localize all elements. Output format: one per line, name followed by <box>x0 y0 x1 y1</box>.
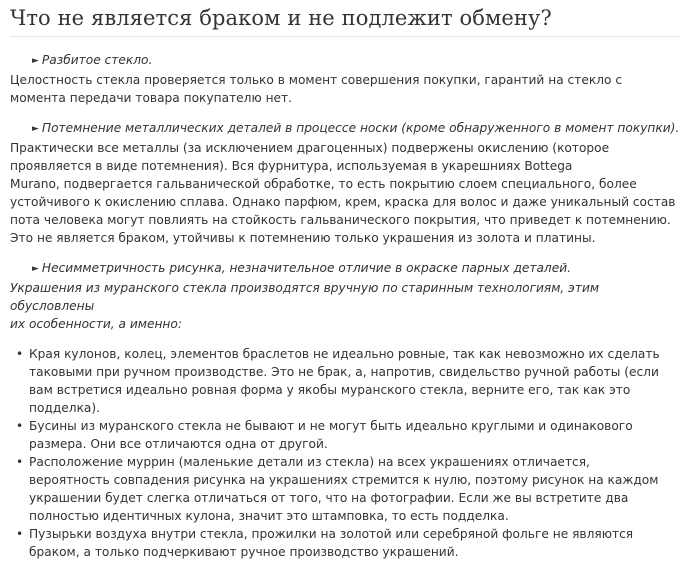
bullet-icon: • <box>16 347 24 361</box>
section-heading <box>10 119 680 139</box>
section-asymmetry <box>10 259 680 333</box>
article-body <box>10 51 680 561</box>
list-item <box>10 345 680 417</box>
list-item <box>10 525 680 561</box>
arrow-right-icon: ► <box>32 264 39 274</box>
section-heading-text: Потемнение металлических деталей в процессе носки (кроме обнаруженного в момент покупки). <box>41 121 680 135</box>
paragraph-line: момента передачи товара покупателю нет. <box>10 91 293 105</box>
paragraph-line: их особенности, а именно: <box>10 317 182 331</box>
paragraph-line: Украшения из муранского стекла производятся вручную по старинным технологиям, этим обусловлены <box>10 281 600 313</box>
list-item-line: Края кулонов, колец, элементов браслетов не идеально ровные, так как невозможно их сделать <box>29 347 660 361</box>
paragraph-line: пота человека могут повлиять на стойкость гальванического покрытия, что приведет к потемнению. <box>10 213 671 227</box>
list-item-line: полностью идентичных кулона, значит это штамповка, то есть подделка. <box>29 509 509 523</box>
page-title: Что не является браком и не подлежит обмену? <box>10 0 680 37</box>
list-item-line: Пузырьки воздуха внутри стекла, прожилки на золотой или серебряной фольге не являются <box>29 527 634 541</box>
list-item-line: украшении будет слегка отличаться от того, что на фотографии. Если же вы встретите два <box>29 491 629 505</box>
paragraph-line: Murano, подвергается гальванической обработке, то есть покрытию слоем специального, более <box>10 177 637 191</box>
list-item-line: подделка). <box>29 401 101 415</box>
section-heading <box>10 259 680 279</box>
list-item-line: размера. Они все отличаются одна от другой. <box>29 437 328 451</box>
paragraph-line: Практически все металлы (за исключением драгоценных) подвержены окислению (которое <box>10 141 610 155</box>
paragraph-line: устойчивого к окислению сплава. Однако парфюм, крем, краска для волос и даже уникальный состав <box>10 195 676 209</box>
arrow-right-icon: ► <box>32 56 39 66</box>
list-item-line: вам встретися идеально ровная форма у якобы муранского стекла, верните его, так как это <box>29 383 631 397</box>
list-item-line: браком, а только подчеркивают ручное производство украшений. <box>29 545 459 559</box>
list-item-line: Расположение муррин (маленькие детали из стекла) на всех украшениях отличается, <box>29 455 590 469</box>
bullet-icon: • <box>16 455 24 469</box>
bullet-icon: • <box>16 527 24 541</box>
section-metal-darkening <box>10 119 680 247</box>
features-list <box>10 345 680 561</box>
paragraph-line: Это не является браком, утойчивы к потемнению только украшения из золота и платины. <box>10 231 596 245</box>
list-item <box>10 417 680 453</box>
list-item <box>10 453 680 525</box>
list-item-line: вероятность совпадения рисунка на украшениях стремится к нулю, поэтому рисунок на каждом <box>29 473 659 487</box>
paragraph-line: проявляется в виде потемнения). Вся фурнитура, используемая в укарешниях Bottega <box>10 159 573 173</box>
bullet-icon: • <box>16 419 24 433</box>
section-broken-glass <box>10 51 680 107</box>
section-heading-text: Несимметричность рисунка, незначительное отличие в окраске парных деталей. <box>41 261 572 275</box>
paragraph-line: Целостность стекла проверяется только в момент совершения покупки, гарантий на стекло с <box>10 73 623 87</box>
list-item-line: таковыми при ручном производстве. Это не брак, а, напротив, свидельство ручной работы (если <box>29 365 659 379</box>
section-heading-text: Разбитое стекло. <box>41 53 153 67</box>
list-item-line: Бусины из муранского стекла не бывают и не могут быть идеально круглыми и одинакового <box>29 419 633 433</box>
section-heading <box>10 51 680 71</box>
arrow-right-icon: ► <box>32 124 39 134</box>
